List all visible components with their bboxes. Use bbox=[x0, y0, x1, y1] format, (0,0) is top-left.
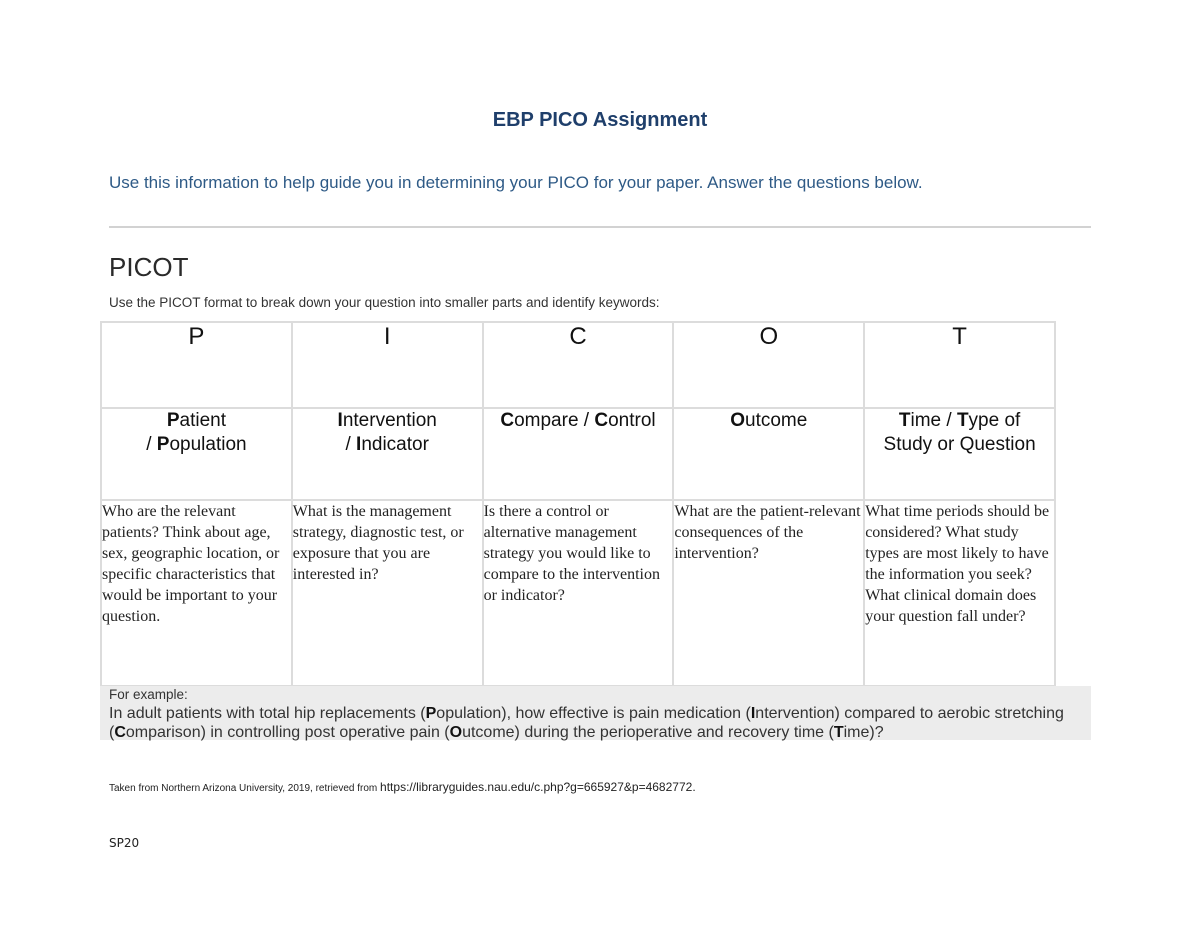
example-bold-letter: T bbox=[833, 724, 844, 741]
letter-cell-i: I bbox=[292, 322, 483, 408]
label-text: ontrol bbox=[608, 410, 656, 431]
example-bold-letter: C bbox=[114, 724, 126, 741]
description-cell-compare: Is there a control or alternative management strategy you would like to compare to the intervention or indicator? bbox=[483, 500, 674, 686]
label-text: ype of bbox=[968, 410, 1021, 431]
source-link[interactable]: https://libraryguides.nau.edu/c.php?g=665927&p=4682772 bbox=[380, 780, 693, 794]
letter-cell-o: O bbox=[673, 322, 864, 408]
label-bold-letter: I bbox=[356, 434, 362, 455]
label-bold-letter: C bbox=[594, 410, 609, 431]
label-line bbox=[484, 409, 673, 433]
label-line bbox=[865, 409, 1054, 433]
example-box bbox=[100, 686, 1091, 740]
label-text: ntervention bbox=[342, 410, 437, 431]
source-citation bbox=[109, 780, 696, 794]
label-text: / bbox=[345, 434, 357, 455]
description-cell-outcome: What are the patient-relevant consequences of the intervention? bbox=[673, 500, 864, 686]
label-bold-letter: C bbox=[500, 410, 515, 431]
label-cell-patient bbox=[101, 408, 292, 500]
example-fragment: utcome) during the perioperative and recovery time ( bbox=[462, 724, 834, 741]
example-text bbox=[109, 704, 1084, 742]
label-bold-letter: T bbox=[956, 410, 969, 431]
example-fragment: ime)? bbox=[843, 724, 884, 741]
example-fragment: ntervention) compared to aerobic stretching ( bbox=[109, 705, 1064, 741]
label-cell-time bbox=[864, 408, 1055, 500]
intro-text: Use this information to help guide you in determining your PICO for your paper. Answer the questions below. bbox=[109, 173, 923, 192]
label-bold-letter: P bbox=[166, 410, 180, 431]
label-line bbox=[293, 409, 482, 433]
label-text: opulation bbox=[169, 434, 247, 455]
description-cell-intervention: What is the management strategy, diagnostic test, or exposure that you are interested in? bbox=[292, 500, 483, 686]
letter-row bbox=[101, 322, 1055, 408]
example-fragment: In adult patients with total hip replacements ( bbox=[109, 705, 426, 722]
example-bold-letter: I bbox=[750, 705, 756, 722]
letter-cell-c: C bbox=[483, 322, 674, 408]
horizontal-divider bbox=[109, 226, 1091, 228]
label-text: ompare / bbox=[514, 410, 595, 431]
example-bold-letter: O bbox=[449, 724, 463, 741]
label-bold-letter: T bbox=[898, 410, 911, 431]
description-cell-time: What time periods should be considered? What study types are most likely to have the information you seek? What clinical domain does your question fall under? bbox=[864, 500, 1055, 686]
label-cell-outcome bbox=[673, 408, 864, 500]
letter-cell-t: T bbox=[864, 322, 1055, 408]
label-row bbox=[101, 408, 1055, 500]
description-row bbox=[101, 500, 1055, 686]
document-title: EBP PICO Assignment bbox=[492, 109, 708, 131]
footer-code: SP20 bbox=[109, 836, 140, 850]
example-fragment: omparison) in controlling post operative pain ( bbox=[125, 724, 450, 741]
label-bold-letter: I bbox=[337, 410, 343, 431]
label-text: ndicator bbox=[361, 434, 429, 455]
example-bold-letter: P bbox=[425, 705, 437, 722]
label-cell-compare bbox=[483, 408, 674, 500]
letter-cell-p: P bbox=[101, 322, 292, 408]
label-text: ime / bbox=[910, 410, 957, 431]
label-line bbox=[102, 409, 291, 433]
label-text: utcome bbox=[745, 410, 808, 431]
label-line: Study or Question bbox=[883, 434, 1036, 455]
picot-table bbox=[100, 321, 1056, 687]
source-text: Taken from Northern Arizona University, 2019, retrieved from bbox=[109, 783, 381, 794]
label-bold-letter: O bbox=[730, 410, 746, 431]
label-text: atient bbox=[179, 410, 226, 431]
example-lead: For example: bbox=[109, 687, 188, 702]
label-line bbox=[102, 433, 291, 457]
picot-heading: PICOT bbox=[109, 252, 189, 282]
label-cell-intervention bbox=[292, 408, 483, 500]
label-bold-letter: P bbox=[156, 434, 170, 455]
picot-subheading: Use the PICOT format to break down your question into smaller parts and identify keywords: bbox=[109, 295, 660, 310]
description-cell-patient: Who are the relevant patients? Think about age, sex, geographic location, or specific characteristics that would be important to your question. bbox=[101, 500, 292, 686]
example-fragment: opulation), how effective is pain medication ( bbox=[436, 705, 751, 722]
label-text: / bbox=[146, 434, 157, 455]
label-line bbox=[293, 433, 482, 457]
source-end: . bbox=[692, 780, 696, 794]
label-line bbox=[674, 409, 863, 433]
